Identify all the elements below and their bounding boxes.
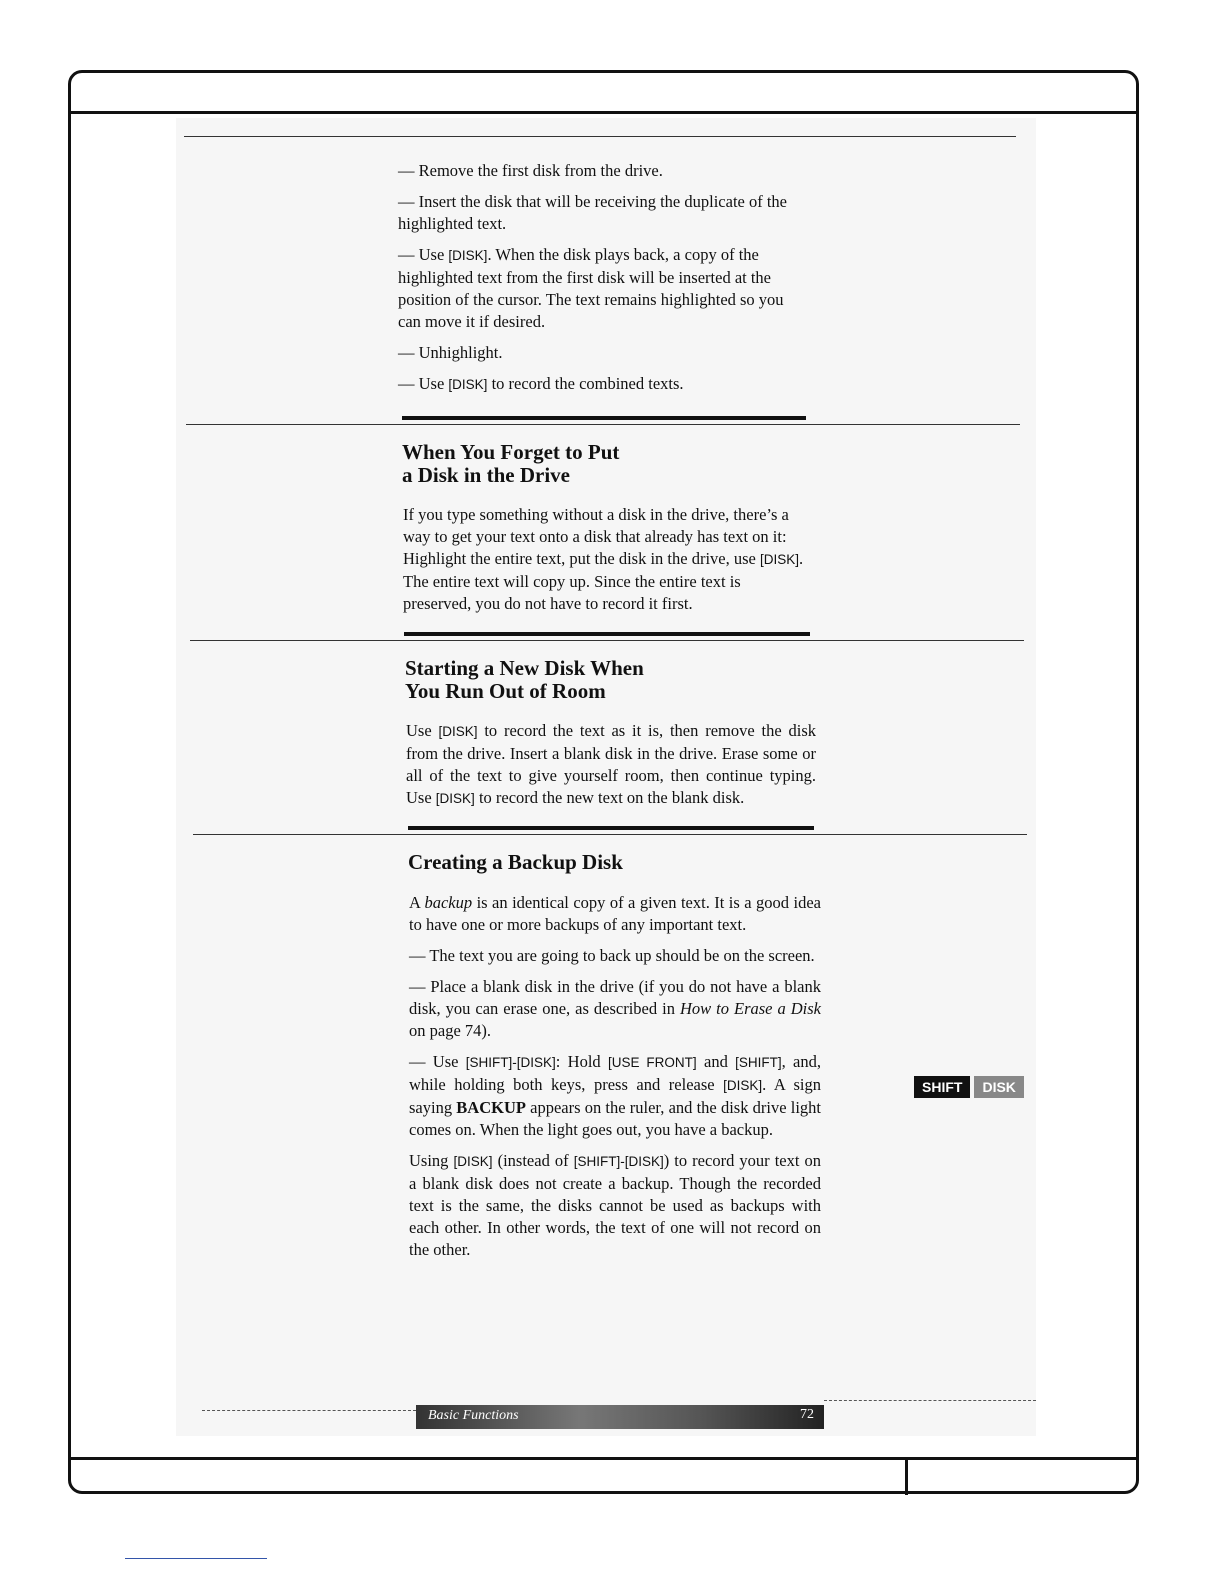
key-disk: [DISK] bbox=[448, 248, 488, 263]
shift-disk-keys bbox=[914, 1076, 1024, 1098]
bottom-link-rule bbox=[125, 1558, 267, 1559]
key-disk: [DISK] bbox=[435, 791, 475, 806]
section-rule bbox=[184, 136, 1016, 137]
section4-body bbox=[409, 892, 821, 1270]
footer-band bbox=[416, 1405, 824, 1429]
key-disk: [DISK] bbox=[448, 377, 488, 392]
backup-step-blank: — Place a blank disk in the drive (if you do not have a blank disk, you can erase one, as described in How to Erase a Disk on page 74). bbox=[409, 977, 821, 1040]
backup-step-screen: — The text you are going to back up should be on the screen. bbox=[409, 946, 815, 965]
frame-divider bbox=[905, 1459, 908, 1495]
key-shift: [SHIFT] bbox=[735, 1055, 782, 1070]
section-bar bbox=[402, 416, 806, 420]
step-unhighlight: — Unhighlight. bbox=[398, 343, 503, 362]
section3-body: Use [DISK] to record the text as it is, then remove the disk from the drive. Insert a blank disk in the drive. Erase some or all of the text to give yourself room, then continue typing. Use [DISK] to record the new text on the blank disk. bbox=[406, 721, 816, 807]
section-rule bbox=[186, 424, 1020, 425]
step-use-disk: — Use [DISK]. When the disk plays back, a copy of the highlighted text from the first disk will be inserted at the position of the cursor. The text remains highlighted so you can move it if desired. bbox=[398, 245, 784, 331]
step-remove-disk: — Remove the first disk from the drive. bbox=[398, 161, 663, 180]
page-number: 72 bbox=[800, 1407, 814, 1422]
section-rule bbox=[193, 834, 1027, 835]
key-disk: [DISK] bbox=[453, 1154, 493, 1169]
section2-body: If you type something without a disk in the drive, there’s a way to get your text onto a disk that already has text on it: Highlight the entire text, put the disk in the drive, use [DISK]. The entire text will copy up. Since the entire text is preserved, you do not have to record it first. bbox=[403, 505, 804, 613]
section-bar bbox=[404, 632, 810, 636]
key-use-front: [USE FRONT] bbox=[608, 1055, 697, 1070]
key-shift-disk: [SHIFT]-[DISK] bbox=[573, 1154, 664, 1169]
backup-note: Using [DISK] (instead of [SHIFT]-[DISK]) to record your text on a blank disk does not create a backup. Though the recorded text is the same, the disks cannot be used as backups with each other. In other words, the text of one will not record on the other. bbox=[409, 1151, 822, 1259]
key-shift-disk: [SHIFT]-[DISK] bbox=[465, 1055, 556, 1070]
step-record: — Use [DISK] to record the combined texts. bbox=[398, 374, 684, 393]
backup-intro: A backup is an identical copy of a given text. It is a good idea to have one or more backups of any important text. bbox=[409, 893, 821, 934]
disk-key-icon: DISK bbox=[974, 1076, 1023, 1098]
key-disk: [DISK] bbox=[723, 1078, 763, 1093]
heading-forget-disk: When You Forget to Put a Disk in the Drive bbox=[402, 440, 620, 487]
section-rule bbox=[190, 640, 1024, 641]
frame-bottom-rule bbox=[71, 1457, 1136, 1460]
shift-key-icon: SHIFT bbox=[914, 1076, 970, 1098]
section1-steps bbox=[398, 160, 810, 405]
footer-title: Basic Functions bbox=[428, 1408, 519, 1423]
heading-backup-disk: Creating a Backup Disk bbox=[408, 850, 623, 874]
frame-top-rule bbox=[71, 111, 1136, 114]
heading-new-disk: Starting a New Disk When You Run Out of Room bbox=[405, 656, 644, 703]
step-insert-disk: — Insert the disk that will be receiving the duplicate of the highlighted text. bbox=[398, 192, 788, 233]
footer-rule-right bbox=[824, 1400, 1036, 1401]
backup-step-shift-disk: — Use [SHIFT]-[DISK]: Hold [USE FRONT] and [SHIFT], and, while holding both keys, press and release [DISK]. A sign saying BACKUP appears on the ruler, and the disk drive light comes on. When the light goes out, you have a backup. bbox=[409, 1052, 822, 1139]
key-disk: [DISK] bbox=[438, 724, 478, 739]
section-bar bbox=[408, 826, 814, 830]
key-disk: [DISK] bbox=[759, 552, 799, 567]
footer-rule-left bbox=[202, 1410, 416, 1411]
